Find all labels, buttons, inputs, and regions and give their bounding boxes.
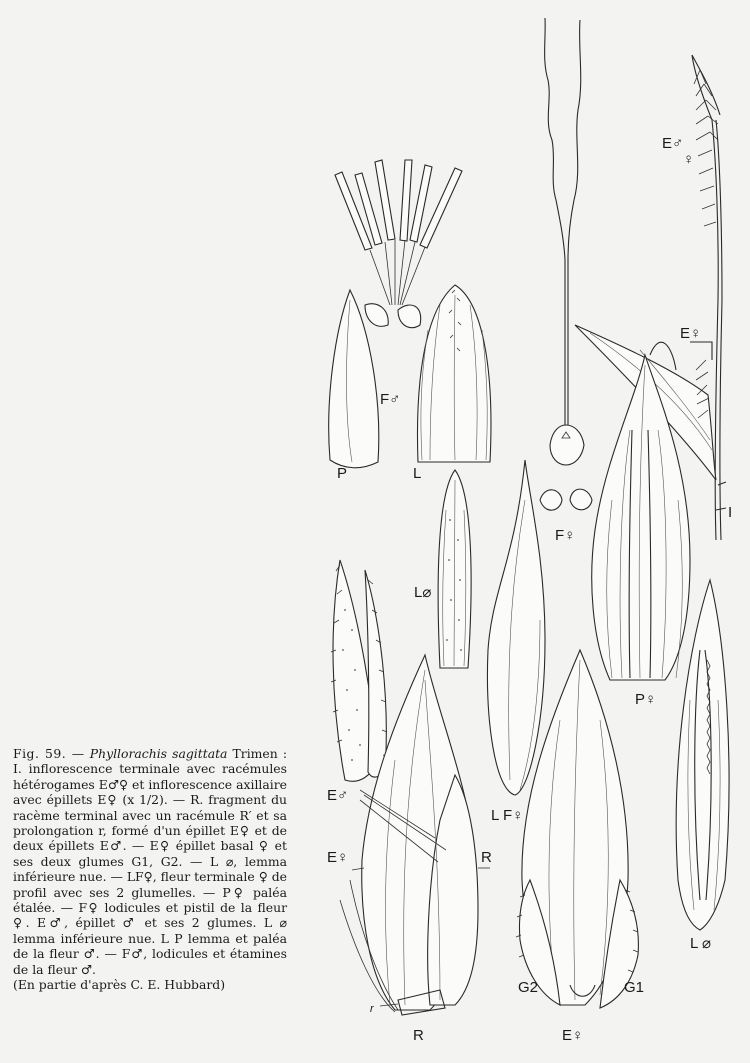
label-P: P (337, 465, 348, 482)
figure-caption (13, 746, 287, 993)
caption-text: Trimen : I. inflorescence terminale avec racémules hétérogames E♂♀ et inflorescence axillaire avec épillets E♀ (x 1/2). — R. fragment du racème terminal avec un racémule R′ et sa prolongation r, formé d'un épillet E♀ et de deux épillets E♂. — E♀ épillet basal ♀ et ses deux glumes G1, G2. — L ⌀, lemma inférieure nue. — LF♀, fleur terminale ♀ de profil avec ses 2 glumelles. — P♀ paléa étalée. — F♀ lodicules et pistil de la fleur ♀. E♂, épillet ♂ et ses 2 glumes. L ⌀ lemma inférieure nue. L P lemma et paléa de la fleur ♂. — F♂, lodicules et étamines de la fleur ♂. (13, 746, 287, 977)
label-E-female-bottom: E♀ (562, 1027, 584, 1044)
label-E-female-left: E♀ (327, 849, 349, 866)
label-L-null-right: L ⌀ (690, 935, 711, 952)
label-G1: G1 (624, 979, 645, 996)
pistil-female-flower (540, 18, 592, 510)
lower-lemma-naked-small (438, 470, 471, 668)
caption-credit: (En partie d'après C. E. Hubbard) (13, 977, 226, 993)
label-L-null-small: L⌀ (414, 584, 432, 601)
species-name: Phyllorachis sagittata (89, 746, 228, 761)
label-r-small: r (370, 1003, 374, 1015)
label-E-male-female-top: E♂ (662, 135, 684, 152)
male-spikelet (331, 560, 388, 781)
label-G2: G2 (518, 979, 539, 996)
label-L: L (413, 465, 422, 482)
label-I: I (728, 504, 733, 521)
label-LF-female: L F♀ (491, 807, 524, 824)
lemma-male (417, 285, 490, 462)
label-E-male: E♂ (327, 787, 349, 804)
label-R-right: R (481, 849, 492, 866)
label-F-male: F♂ (380, 391, 401, 408)
figure-number: Fig. 59. — (13, 746, 85, 761)
label-E-male-female-bottom: ♀ (683, 151, 695, 168)
label-F-female: F♀ (555, 527, 576, 544)
label-P-female: P♀ (635, 691, 657, 708)
label-E-female-axillary: E♀ (680, 325, 702, 342)
fertile-floret-profile (487, 460, 545, 795)
label-R-bottom: R (413, 1027, 424, 1044)
